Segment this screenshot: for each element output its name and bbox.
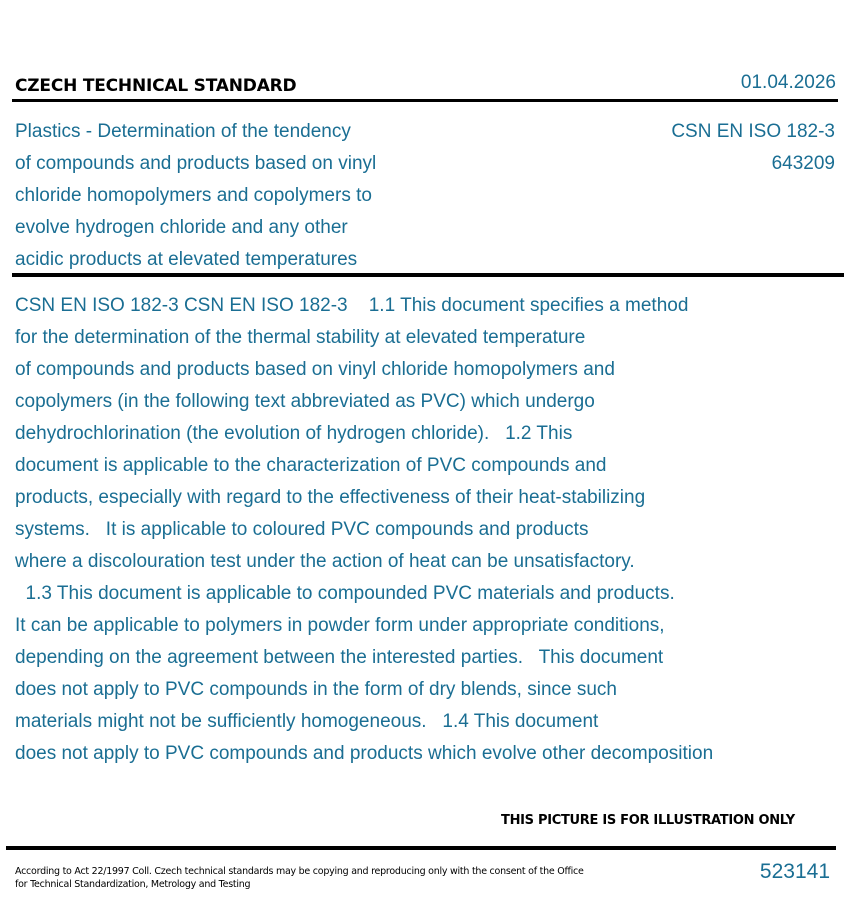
illustration-note: THIS PICTURE IS FOR ILLUSTRATION ONLY	[501, 813, 795, 828]
legal-line: According to Act 22/1997 Coll. Czech technical standards may be copying and reproducing only with the consent of the Office	[15, 866, 584, 877]
body-line: depending on the agreement between the interested parties. This document	[15, 647, 664, 668]
document-header-title: CZECH TECHNICAL STANDARD	[15, 76, 297, 96]
document-number: 523141	[759, 860, 830, 883]
standard-code: CSN EN ISO 182-3	[671, 121, 835, 142]
standard-title	[15, 116, 445, 276]
body-line: systems. It is applicable to coloured PVC compounds and products	[15, 519, 589, 540]
body-line: copolymers (in the following text abbreviated as PVC) which undergo	[15, 391, 595, 412]
standard-codes	[671, 116, 835, 180]
title-line: of compounds and products based on vinyl	[15, 153, 377, 174]
title-line: chloride homopolymers and copolymers to	[15, 185, 372, 206]
body-line: products, especially with regard to the effectiveness of their heat-stabilizing	[15, 487, 646, 508]
body-line: does not apply to PVC compounds and products which evolve other decomposition	[15, 743, 714, 764]
body-line: for the determination of the thermal stability at elevated temperature	[15, 327, 586, 348]
body-line: where a discolouration test under the action of heat can be unsatisfactory.	[15, 551, 635, 572]
body-line: does not apply to PVC compounds in the form of dry blends, since such	[15, 679, 617, 700]
body-line: materials might not be sufficiently homogeneous. 1.4 This document	[15, 711, 599, 732]
legal-line: for Technical Standardization, Metrology and Testing	[15, 879, 251, 890]
header-divider	[12, 99, 838, 102]
body-line: dehydrochlorination (the evolution of hydrogen chloride). 1.2 This	[15, 423, 573, 444]
body-line: of compounds and products based on vinyl chloride homopolymers and	[15, 359, 615, 380]
body-line: It can be applicable to polymers in powder form under appropriate conditions,	[15, 615, 665, 636]
body-line: document is applicable to the characterization of PVC compounds and	[15, 455, 607, 476]
title-divider	[12, 273, 844, 277]
title-line: acidic products at elevated temperatures	[15, 249, 358, 270]
legal-notice	[15, 865, 584, 891]
title-line: evolve hydrogen chloride and any other	[15, 217, 348, 238]
body-line: CSN EN ISO 182-3 CSN EN ISO 182-3 1.1 This document specifies a method	[15, 295, 689, 316]
title-line: Plastics - Determination of the tendency	[15, 121, 351, 142]
body-line: 1.3 This document is applicable to compounded PVC materials and products.	[15, 583, 675, 604]
scope-text	[15, 290, 845, 770]
document-date: 01.04.2026	[740, 72, 836, 93]
class-number: 643209	[771, 153, 835, 174]
footer-divider	[6, 846, 836, 850]
